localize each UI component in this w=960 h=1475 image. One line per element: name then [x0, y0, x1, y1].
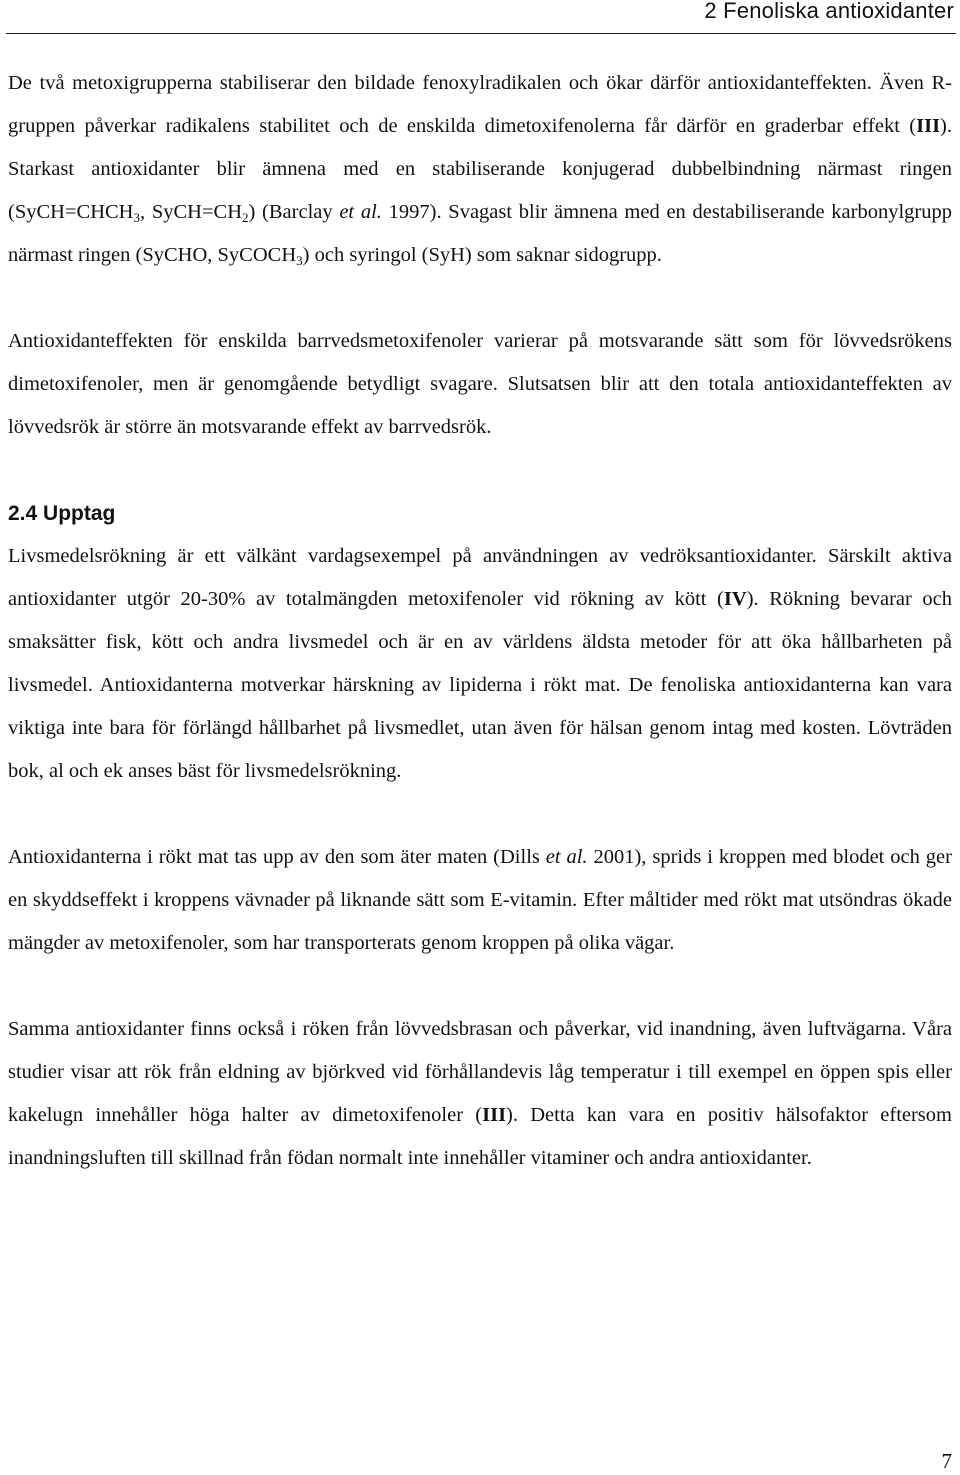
et-al: et al. — [545, 846, 588, 868]
reference-marker: III — [482, 1104, 507, 1126]
et-al: et al. — [339, 201, 382, 223]
subscript: 3 — [133, 210, 140, 225]
section-title: Upptag — [43, 502, 116, 525]
section-number: 2.4 — [8, 502, 38, 525]
subscript: 3 — [296, 253, 303, 268]
reference-marker: III — [916, 115, 941, 137]
section-heading — [8, 492, 952, 535]
running-header: 2 Fenoliska antioxidanter — [704, 0, 954, 23]
subscript: 2 — [242, 210, 249, 225]
document-body — [8, 62, 952, 1180]
paragraph-barrved: Antioxidanteffekten för enskilda barrvedsmetoxifenoler varierar på motsvarande sätt som för lövvedsrökens dimetoxifenoler, men är genomgående betydligt svagare. Slutsatsen blir att den totala antioxidanteffekten av lövvedsrök är större än motsvarande effekt av barrvedsrök. — [8, 330, 952, 438]
paragraph-upptag-mat: Antioxidanterna i rökt mat tas upp av den som äter maten (Dills et al. 2001), sprids i kroppen med blodet och ger en skyddseffekt i kroppens vävnader på liknande sätt som E-vitamin. Efter måltider med rökt mat utsöndras ökade mängder av metoxifenoler, som har transporterats genom kroppen på olika vägar. — [8, 846, 952, 954]
paragraph-fenoxylradikal: De två metoxigrupperna stabiliserar den bildade fenoxylradikalen och ökar därför antioxidanteffekten. Även R-gruppen påverkar radikalens stabilitet och de enskilda dimetoxifenolerna får därför en graderbar effekt (III). Starkast antioxidanter blir ämnena med en stabiliserande konjugerad dubbelbindning närmast ringen ($SyCH=CHCH_3$, $SyCH=CH_2$) (Barclay et al. 1997). Svagast blir ämnena med en destabiliserande karbonylgrupp närmast ringen (SyCHO, SyCOCH$_3$) och syringol (SyH) som saknar sidogrupp. — [8, 72, 952, 268]
paragraph-luftvagar: Samma antioxidanter finns också i röken från lövvedsbrasan och påverkar, vid inandning, även luftvägarna. Våra studier visar att rök från eldning av björkved vid förhållandevis låg temperatur i till exempel en öppen spis eller kakelugn innehåller höga halter av dimetoxifenoler (III). Detta kan vara en positiv hälsofaktor eftersom inandningsluften till skillnad från födan normalt inte innehåller vitaminer och andra antioxidanter. — [8, 1018, 952, 1169]
page-number: 7 — [941, 1449, 952, 1473]
header-rule — [6, 33, 956, 34]
paragraph-livsmedelsrokning: Livsmedelsrökning är ett välkänt vardagsexempel på användningen av vedröksantioxidanter. Särskilt aktiva antioxidanter utgör 20-30% av totalmängden metoxifenoler vid rökning av kött (IV). Rökning bevarar och smaksätter fisk, kött och andra livsmedel och är en av världens äldsta metoder för att öka hållbarheten på livsmedel. Antioxidanterna motverkar härskning av lipiderna i rökt mat. De fenoliska antioxidanterna kan vara viktiga inte bara för förlängd hållbarhet på livsmedlet, utan även för hälsan genom intag med kosten. Lövträden bok, al och ek anses bäst för livsmedelsrökning. — [8, 545, 952, 782]
reference-marker: IV — [723, 588, 747, 610]
